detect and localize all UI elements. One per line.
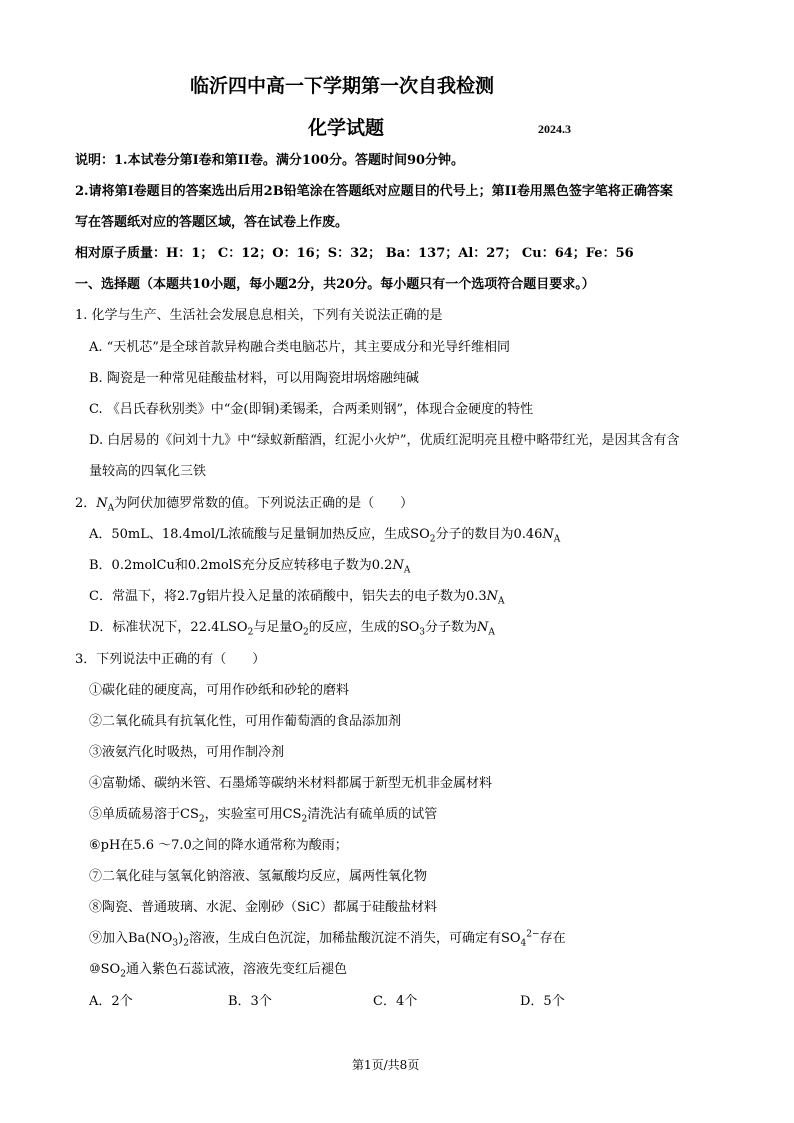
- atomic-mass-line: 相对原子质量：H：1； C：12；O：16；S：32； Ba：137；Al：27； Cu：64；Fe：56: [75, 246, 634, 261]
- q1-option-d: D. 白居易的《问刘十九》中“绿蚁新醅酒，红泥小火炉”，优质红泥明亮且橙中略带红光，是因其含有含: [89, 433, 680, 448]
- q3-item-5: ⑤单质硫易溶于$CS_2$，实验室可用$CS_2$清洗沾有硫单质的试管: [89, 807, 438, 825]
- q3-option-d: D．5个: [520, 994, 565, 1009]
- q1-stem: 1. 化学与生产、生活社会发展息息相关，下列有关说法正确的是: [75, 308, 443, 323]
- q3-item-1: ①碳化硅的硬度高，可用作砂纸和砂轮的磨料: [89, 683, 350, 698]
- q3-option-c: C．4个: [373, 994, 418, 1009]
- q3-item-6: ⑥pH在5.6 ～7.0之间的降水通常称为酸雨；: [89, 838, 348, 853]
- instructions-line-3: 写在答题纸对应的答题区域，答在试卷上作废。: [75, 215, 349, 230]
- q1-option-b: B. 陶瓷是一种常见硅酸盐材料，可以用陶瓷坩埚熔融纯碱: [89, 371, 419, 386]
- q2-option-a: A．50mL、18.4mol/L浓硫酸与足量铜加热反应，生成$SO_2$分子的数目为$0.46N_A$: [89, 527, 561, 545]
- q1-option-a: A. “天机芯”是全球首款异构融合类电脑芯片，其主要成分和光导纤维相同: [89, 340, 510, 355]
- q2-stem: 2．$N_A$为阿伏加德罗常数的值。下列说法正确的是（ ）: [75, 496, 414, 514]
- q3-stem: 3．下列说法中正确的有（ ）: [75, 652, 266, 667]
- q3-item-3: ③液氨汽化时吸热，可用作制冷剂: [89, 745, 285, 760]
- exam-title: 临沂四中高一下学期第一次自我检测: [190, 75, 495, 97]
- page-number: 第1页/共8页: [352, 1058, 420, 1072]
- q1-option-c: C. 《吕氏春秋别类》中“金(即铜)柔锡柔，合两柔则钢”，体现合金硬度的特性: [89, 402, 534, 417]
- section-heading: 一、选择题（本题共10小题，每小题2分，共20分。每小题只有一个选项符合题目要求。）: [75, 277, 595, 292]
- q3-item-4: ④富勒烯、碳纳米管、石墨烯等碳纳米材料都属于新型无机非金属材料: [89, 776, 493, 791]
- q2-option-d: D．标准状况下，$22.4LSO_2$与足量$O_2$的反应，生成的$SO_3$分子数为$N_A$: [89, 620, 495, 638]
- q3-item-8: ⑧陶瓷、普通玻璃、水泥、金刚砂（SiC）都属于硅酸盐材料: [89, 900, 438, 915]
- q2-option-c: C．常温下，将2.7g铝片投入足量的浓硝酸中，铝失去的电子数为$0.3N_A$: [89, 589, 505, 607]
- q3-option-b: B．3个: [228, 994, 272, 1009]
- exam-date: 2024.3: [538, 122, 571, 136]
- subject-title: 化学试题: [308, 117, 385, 139]
- q3-item-2: ②二氧化硫具有抗氧化性，可用作葡萄酒的食品添加剂: [89, 714, 402, 729]
- q3-item-9: ⑨加入$Ba(NO_3)_2$溶液，生成白色沉淀，加稀盐酸沉淀不消失，可确定有$SO_4^{2-}$存在: [89, 929, 566, 949]
- q1-option-d-cont: 量较高的四氧化三铁: [89, 464, 207, 479]
- q3-item-10: $⑩SO_2$通入紫色石蕊试液，溶液先变红后褪色: [89, 962, 347, 980]
- instructions-line-2: 2.请将第I卷题目的答案选出后用2B铅笔涂在答题纸对应题目的代号上；第II卷用黑色签字笔将正确答案: [75, 184, 673, 199]
- q3-option-a: A．2个: [89, 994, 133, 1009]
- q2-option-b: B．0.2molCu和0.2molS充分反应转移电子数为$0.2N_A$: [89, 558, 411, 576]
- instructions-line-1: 说明：1.本试卷分第I卷和第II卷。满分100分。答题时间90分钟。: [75, 153, 465, 168]
- q3-item-7: ⑦二氧化硅与氢氧化钠溶液、氢氟酸均反应，属两性氧化物: [89, 869, 428, 884]
